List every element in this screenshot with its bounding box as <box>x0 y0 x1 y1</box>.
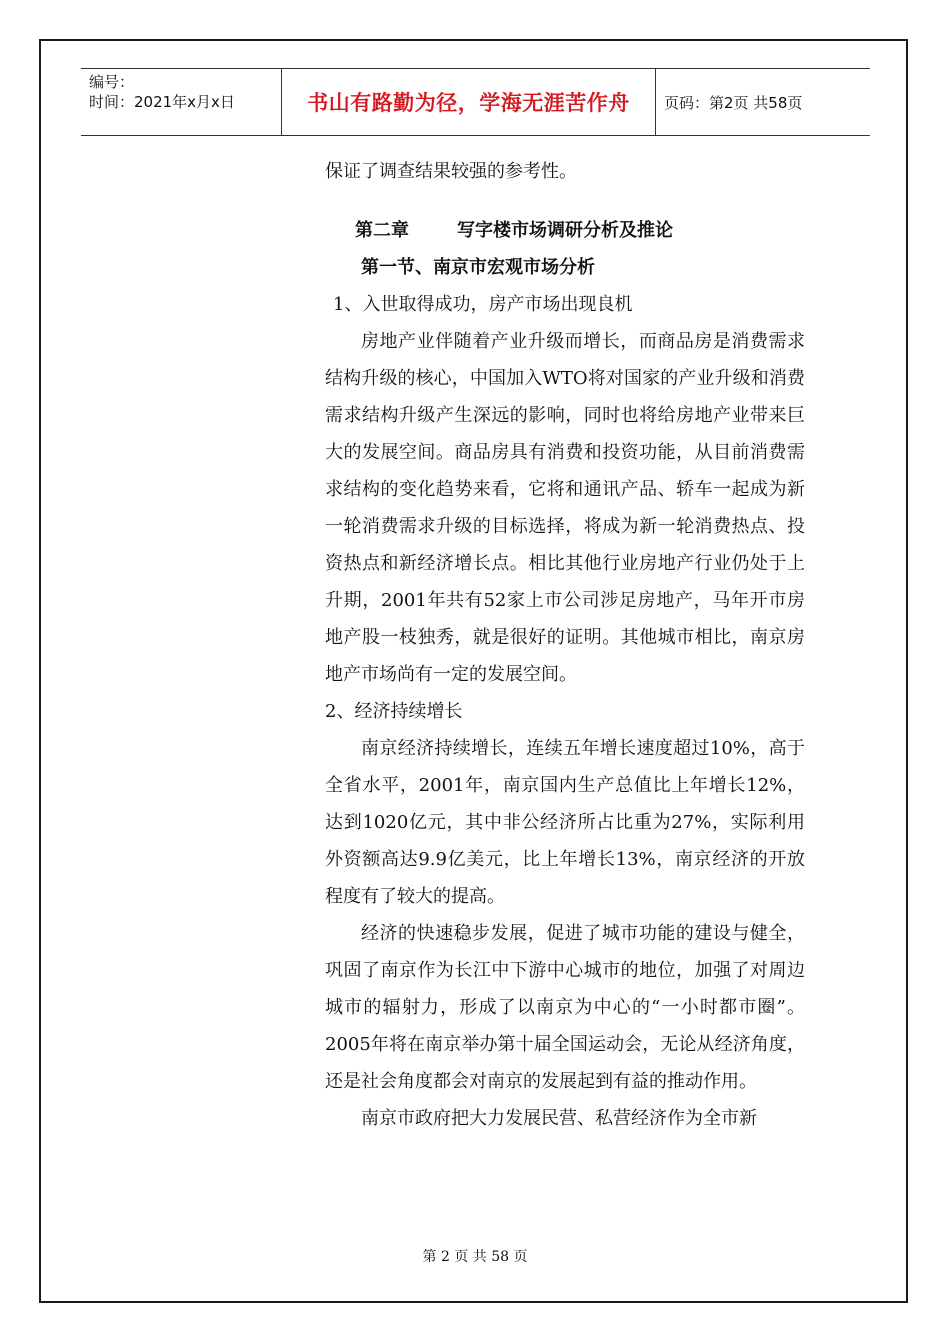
document-header <box>81 68 870 136</box>
document-time-label: 时间：2021年x月x日 <box>89 93 235 111</box>
header-page-info: 页码：第2页 共58页 <box>664 93 803 112</box>
paragraph-1: 房地产业伴随着产业升级而增长，而商品房是消费需求结构升级的核心，中国加入WTO将对国家的产业升级和消费需求结构升级产生深远的影响，同时也将给房地产业带来巨大的发展空间。商品房具有消费和投资功能，从目前消费需求结构的变化趋势来看，它将和通讯产品、轿车一起成为新一轮消费需求升级的目标选择，将成为新一轮消费热点、投资热点和新经济增长点。相比其他行业房地产行业仍处于上升期，2001年共有52家上市公司涉足房地产，马年开市房地产股一枝独秀，就是很好的证明。其他城市相比，南京房地产市场尚有一定的发展空间。 <box>325 331 805 685</box>
paragraph-3: 经济的快速稳步发展，促进了城市功能的建设与健全，巩固了南京作为长江中下游中心城市的地位，加强了对周边城市的辐射力，形成了以南京为中心的“一小时都市圈”。2005年将在南京举办第十届全国运动会，无论从经济角度，还是社会角度都会对南京的发展起到有益的推动作用。 <box>325 923 805 1092</box>
paragraph-4: 南京市政府把大力发展民营、私营经济作为全市新 <box>361 1108 757 1129</box>
list-item-heading-2: 2、经济持续增长 <box>325 701 463 722</box>
paragraph-continuation: 保证了调查结果较强的参考性。 <box>325 161 577 182</box>
document-number-label: 编号： <box>89 73 135 91</box>
paragraph-2: 南京经济持续增长，连续五年增长速度超过10%，高于全省水平，2001年，南京国内生产总值比上年增长12%，达到1020亿元，其中非公经济所占比重为27%，实际利用外资额高达9.9亿美元，比上年增长13%，南京经济的开放程度有了较大的提高。 <box>325 738 805 907</box>
list-item-heading-1: 1、入世取得成功，房产市场出现良机 <box>333 294 633 315</box>
chapter-title: 写字楼市场调研分析及推论 <box>457 220 673 241</box>
chapter-heading <box>325 212 805 249</box>
header-meta <box>81 69 282 135</box>
chapter-number: 第二章 <box>355 220 409 241</box>
section-heading: 第一节、南京市宏观市场分析 <box>361 257 595 278</box>
page-footer: 第 2 页 共 58 页 <box>422 1249 528 1265</box>
spacer <box>325 190 805 212</box>
header-motto: 书山有路勤为径，学海无涯苦作舟 <box>282 69 656 135</box>
document-body <box>325 153 805 1137</box>
